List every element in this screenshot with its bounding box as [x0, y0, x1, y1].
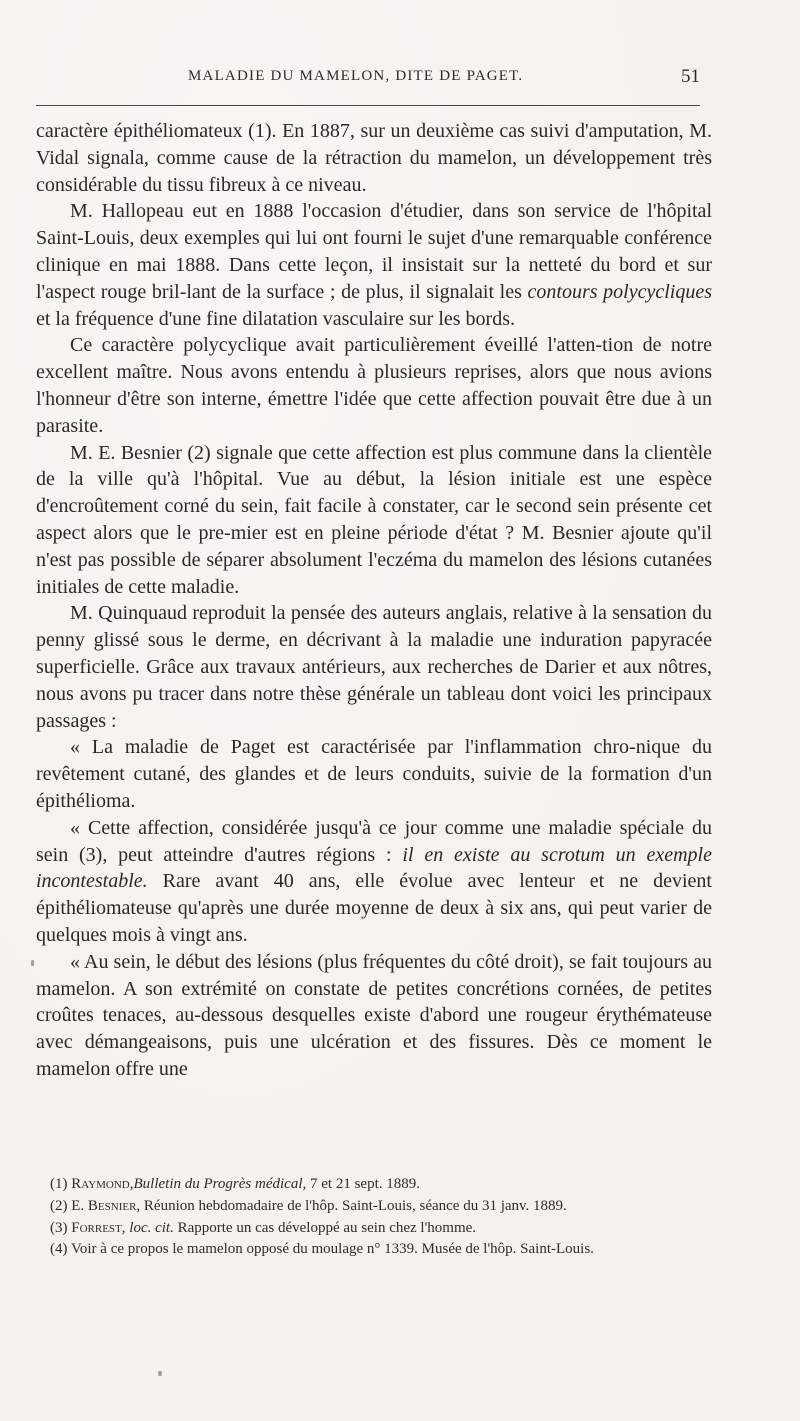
- running-title: MALADIE DU MAMELON, DITE DE PAGET.: [188, 68, 524, 84]
- paragraph-7-text-a: « Cette affection, considérée jusqu'à ce jour comme une maladie spéciale du sein (3), peut atteindre d'autres régions :: [36, 816, 712, 866]
- footnote-3-rest: Rapporte un cas développé au sein chez l'homme.: [173, 1219, 477, 1236]
- footnotes: [36, 1174, 712, 1261]
- footnote-3-italic: loc. cit.: [129, 1219, 174, 1236]
- paragraph-2-italic: contours polycycliques: [527, 280, 712, 303]
- paragraph-4: M. E. Besnier (2) signale que cette affection est plus commune dans la clientèle de la ville qu'à l'hôpital. Vue au début, la lésion initiale est une espèce d'encroûtement corné du sein, fait facile à constater, car le second sein présente cet aspect alors que le pre-mier est en pleine période d'état ? M. Besnier ajoute qu'il n'est pas possible de séparer absolument l'eczéma du mamelon des lésions cutanées initiales de cette maladie.: [36, 441, 712, 598]
- paragraph-7: [36, 815, 712, 949]
- footnote-3-author: Forrest,: [71, 1219, 126, 1236]
- footnote-1-author: Raymond,: [71, 1176, 134, 1192]
- header-rule: [36, 105, 700, 106]
- footnote-4-number: (4): [50, 1241, 68, 1258]
- ink-speck: [31, 960, 34, 966]
- footnote-4: [36, 1239, 712, 1261]
- paragraph-7-text-b: Rare avant 40 ans, elle évolue avec lenteur et ne devient épithéliomateuse qu'après une durée moyenne de deux à six ans, qui peut varier de quelques mois à vingt ans.: [36, 870, 712, 946]
- footnote-3: [36, 1218, 712, 1240]
- footnote-4-rest: Voir à ce propos le mamelon opposé du moulage n° 1339. Musée de l'hôp. Saint-Louis.: [70, 1241, 594, 1258]
- ink-speck: [158, 1371, 162, 1376]
- paragraph-7-italic: il en existe au scrotum un exemple incontestable.: [36, 843, 712, 893]
- footnote-2: [36, 1196, 712, 1218]
- footnote-1-italic: Bulletin du Progrès médical,: [133, 1176, 307, 1192]
- footnote-2-rest: Réunion hebdomadaire de l'hôp. Saint-Louis, séance du 31 janv. 1889.: [140, 1197, 567, 1214]
- footnote-2-number: (2): [50, 1197, 68, 1214]
- paragraph-2-text-b: et la fréquence d'une fine dilatation vasculaire sur les bords.: [36, 307, 515, 330]
- footnote-3-number: (3): [50, 1219, 68, 1236]
- paragraph-3: Ce caractère polycyclique avait particulièrement éveillé l'atten-tion de notre excellent maître. Nous avons entendu à plusieurs reprises, alors que nous avions l'honneur d'être son interne, émettre l'idée que cette affection pouvait être due à un parasite.: [36, 334, 712, 437]
- page-header: [36, 68, 700, 92]
- paragraph-5: M. Quinquaud reproduit la pensée des auteurs anglais, relative à la sensation du penny glissé sous le derme, en décrivant à la maladie une induration papyracée superficielle. Grâce aux travaux antérieurs, aux recherches de Darier et aux nôtres, nous avons pu tracer dans notre thèse générale un tableau dont voici les principaux passages :: [36, 602, 712, 732]
- footnote-2-author: E. Besnier,: [71, 1197, 141, 1214]
- body-text: [36, 118, 712, 1083]
- paragraph-8: « Au sein, le début des lésions (plus fréquentes du côté droit), se fait toujours au mamelon. A son extrémité on constate de petites concrétions cornées, de petites croûtes tenaces, au-dessous desquelles existe d'abord une rougeur érythémateuse avec démangeaisons, puis une ulcération et des fissures. Dès ce moment le mamelon offre une: [36, 950, 712, 1080]
- paragraph-2-text-a: M. Hallopeau eut en 1888 l'occasion d'étudier, dans son service de l'hôpital Saint-Louis, deux exemples qui lui ont fourni le sujet d'une remarquable conférence clinique en mai 1888. Dans cette leçon, il insistait sur la netteté du bord et sur l'aspect rouge bril-lant de la surface ; de plus, il signalait les: [36, 200, 712, 303]
- paragraph-6: « La maladie de Paget est caractérisée par l'inflammation chro-nique du revêtement cutané, des glandes et de leurs conduits, suivie de la formation d'un épithélioma.: [36, 736, 712, 812]
- page-number: 51: [681, 66, 700, 87]
- paragraph-1: caractère épithéliomateux (1). En 1887, sur un deuxième cas suivi d'amputation, M. Vidal signala, comme cause de la rétraction du mamelon, un développement très considérable du tissu fibreux à ce niveau.: [36, 120, 712, 196]
- footnote-1-number: (1): [50, 1176, 68, 1192]
- paragraph-2: [36, 198, 712, 332]
- footnote-1-rest: 7 et 21 sept. 1889.: [306, 1176, 420, 1192]
- footnote-1: [36, 1174, 712, 1196]
